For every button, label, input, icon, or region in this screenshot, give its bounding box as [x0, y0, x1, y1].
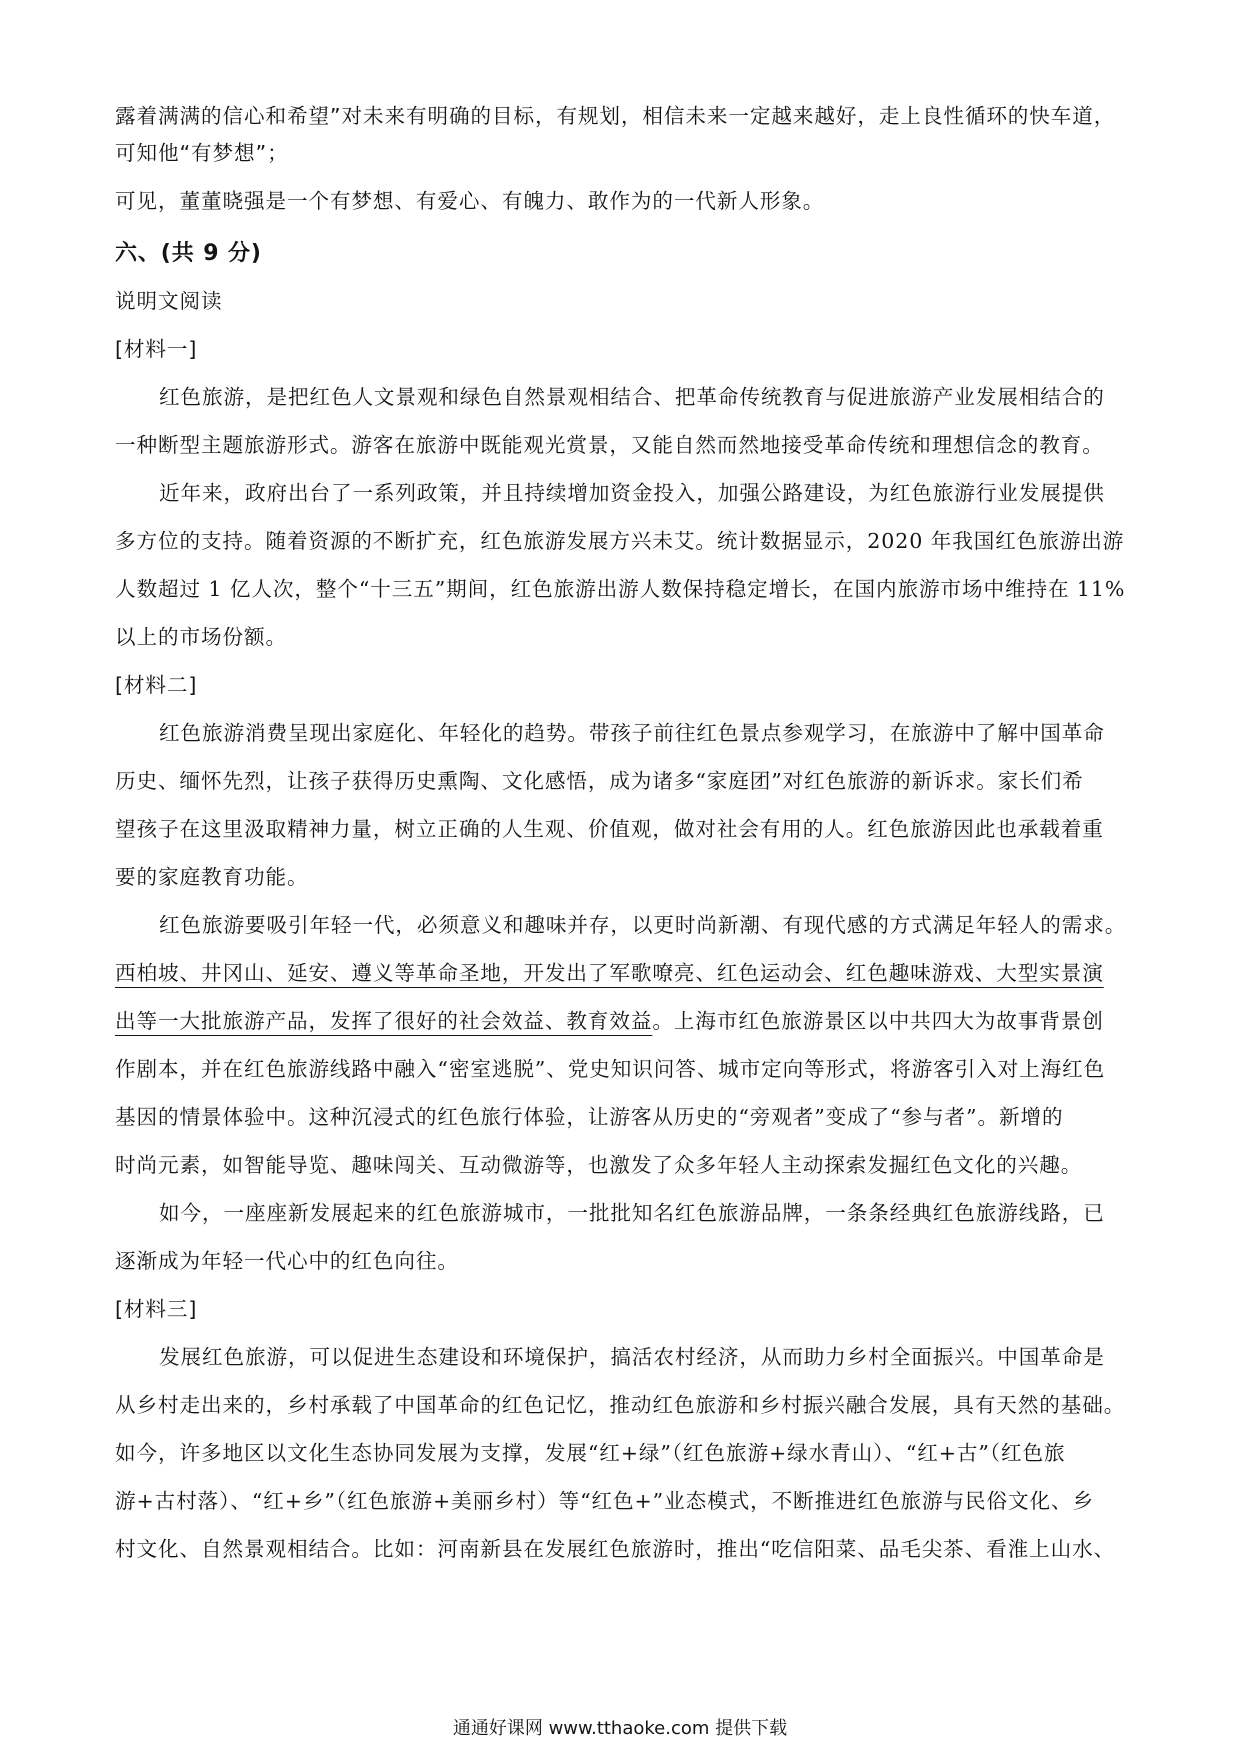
paragraph-line: 历史、缅怀先烈，让孩子获得历史熏陶、文化感悟，成为诸多“家庭团”对红色旅游的新诉求。家长们希 — [115, 769, 1084, 793]
paragraph-line: 近年来，政府出台了一系列政策，并且持续增加资金投入，加强公路建设，为红色旅游行业发展提供 — [159, 481, 1105, 505]
material-label: [材料一] — [115, 337, 198, 361]
paragraph-line: 如今，一座座新发展起来的红色旅游城市，一批批知名红色旅游品牌，一条条经典红色旅游线路，已 — [159, 1201, 1105, 1225]
page-content — [115, 98, 1125, 1568]
paragraph-line: 时尚元素，如智能导览、趣味闯关、互动微游等，也激发了众多年轻人主动探索发掘红色文化的兴趣。 — [115, 1153, 1083, 1177]
paragraph-line: 逐渐成为年轻一代心中的红色向往。 — [115, 1249, 459, 1273]
paragraph-line: 红色旅游要吸引年轻一代，必须意义和趣味并存，以更时尚新潮、有现代感的方式满足年轻人的需求。 — [159, 913, 1127, 937]
material-label: [材料三] — [115, 1297, 198, 1321]
material-label: [材料二] — [115, 673, 198, 697]
paragraph-line: 村文化、自然景观相结合。比如：河南新县在发展红色旅游时，推出“吃信阳菜、品毛尖茶、看淮上山水、 — [115, 1537, 1116, 1561]
underlined-text: 西柏坡、井冈山、延安、遵义等革命圣地，开发出了军歌嘹亮、红色运动会、红色趣味游戏、大型实景演 — [115, 961, 1104, 985]
paragraph-line: 发展红色旅游，可以促进生态建设和环境保护，搞活农村经济，从而助力乡村全面振兴。中国革命是 — [159, 1345, 1105, 1369]
text-line: 可知他“有梦想”； — [115, 141, 289, 165]
paragraph-line: 要的家庭教育功能。 — [115, 865, 309, 889]
paragraph-line: 红色旅游消费呈现出家庭化、年轻化的趋势。带孩子前往红色景点参观学习，在旅游中了解中国革命 — [159, 721, 1105, 745]
paragraph-line: 望孩子在这里汲取精神力量，树立正确的人生观、价值观，做对社会有用的人。红色旅游因此也承载着重 — [115, 817, 1104, 841]
paragraph-text: 。上海市红色旅游景区以中共四大为故事背景创 — [652, 1009, 1104, 1033]
paragraph-line: 红色旅游，是把红色人文景观和绿色自然景观相结合、把革命传统教育与促进旅游产业发展相结合的 — [159, 385, 1105, 409]
section-subtitle: 说明文阅读 — [115, 289, 223, 313]
paragraph-line: 基因的情景体验中。这种沉浸式的红色旅行体验，让游客从历史的“旁观者”变成了“参与者”。新增的 — [115, 1105, 1064, 1129]
page-footer: 通通好课网 www.tthaoke.com 提供下载 — [452, 1718, 788, 1739]
paragraph-line: 人数超过 1 亿人次，整个“十三五”期间，红色旅游出游人数保持稳定增长，在国内旅游市场中维持在 11% — [115, 577, 1126, 601]
section-heading: 六、(共 9 分) — [115, 241, 262, 266]
text-line: 露着满满的信心和希望”对未来有明确的目标，有规划，相信未来一定越来越好，走上良性循环的快车道， — [115, 104, 1116, 128]
underlined-text: 出等一大批旅游产品，发挥了很好的社会效益、教育效益 — [115, 1009, 653, 1033]
text-line: 可见，董董晓强是一个有梦想、有爱心、有魄力、敢作为的一代新人形象。 — [115, 189, 825, 213]
paragraph-line: 如今，许多地区以文化生态协同发展为支撑，发展“红+绿”（红色旅游+绿水青山）、“红+古”（红色旅 — [115, 1441, 1066, 1465]
paragraph-line: 以上的市场份额。 — [115, 625, 287, 649]
paragraph-line: 作剧本，并在红色旅游线路中融入“密室逃脱”、党史知识问答、城市定向等形式，将游客引入对上海红色 — [115, 1057, 1106, 1081]
paragraph-line: 多方位的支持。随着资源的不断扩充，红色旅游发展方兴未艾。统计数据显示，2020 年我国红色旅游出游 — [115, 529, 1125, 553]
paragraph-line — [115, 1003, 1125, 1040]
paragraph-line: 从乡村走出来的，乡村承载了中国革命的红色记忆，推动红色旅游和乡村振兴融合发展，具有天然的基础。 — [115, 1393, 1126, 1417]
paragraph-line: 一种断型主题旅游形式。游客在旅游中既能观光赏景，又能自然而然地接受革命传统和理想信念的教育。 — [115, 433, 1104, 457]
paragraph-line: 游+古村落）、“红+乡”（红色旅游+美丽乡村）等“红色+”业态模式，不断推进红色旅游与民俗文化、乡 — [115, 1489, 1094, 1513]
paragraph-line — [115, 955, 1125, 992]
